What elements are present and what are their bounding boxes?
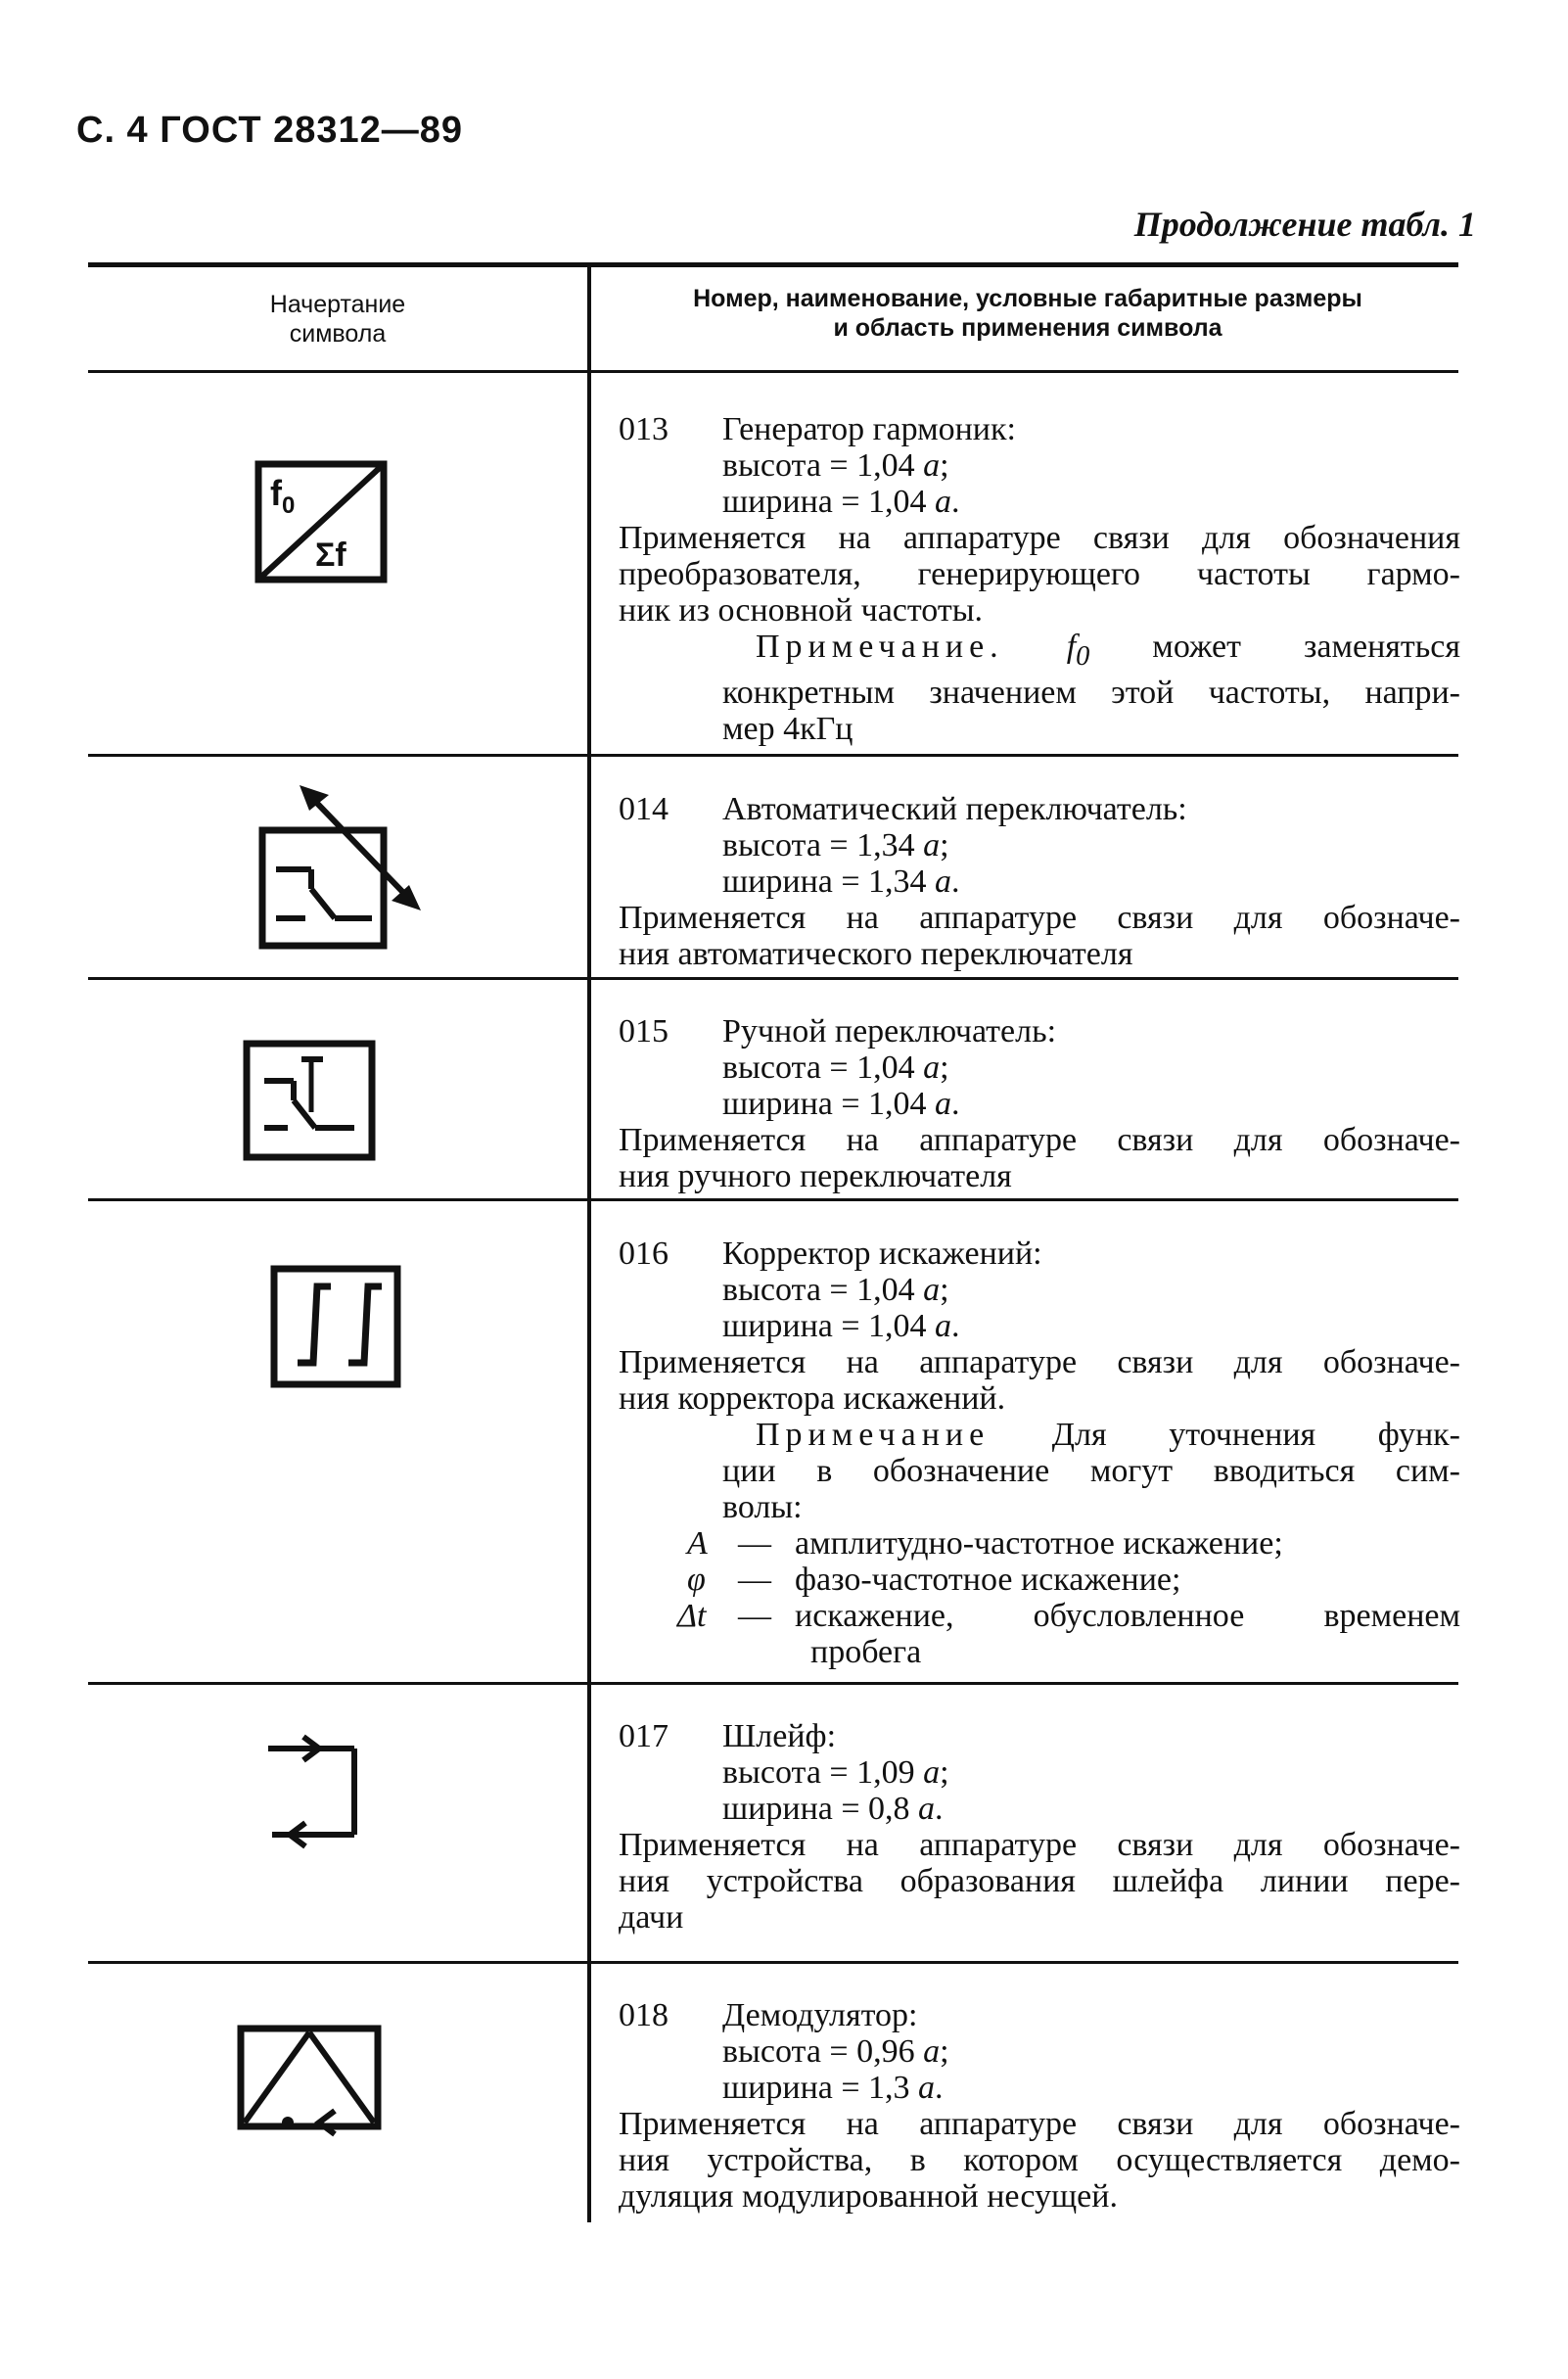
punct: . <box>951 863 960 900</box>
usage-line: Применяется на аппаратуре связи для обозначения <box>619 520 1460 556</box>
usage-line: ния ручного переключателя <box>619 1158 1012 1194</box>
usage-line: преобразователя, генерирующего частоты гармо- <box>619 556 1460 592</box>
row-divider <box>88 754 1458 757</box>
entry-014 <box>619 791 1460 972</box>
loop-symbol <box>264 1735 372 1852</box>
entry-016 <box>619 1236 1460 1670</box>
entry-name: Автоматический переключатель: <box>722 791 1187 827</box>
column-header-description-line2: и область применения символа <box>833 314 1222 342</box>
entry-number: 016 <box>619 1236 669 1272</box>
entry-width: ширина = 1,04 <box>722 1308 936 1344</box>
entry-height: высота = 1,09 <box>722 1754 924 1791</box>
entry-017 <box>619 1718 1460 1936</box>
usage-line: дуляция модулированной несущей. <box>619 2178 1118 2215</box>
note-line: Примечание. $f_0$ может заменяться <box>756 629 1461 672</box>
variant-symbol: Δt <box>677 1598 707 1634</box>
entry-width: ширина = 1,04 <box>722 484 936 520</box>
variant-symbol: A <box>687 1525 708 1562</box>
punct: ; <box>940 827 949 863</box>
unit-a: a <box>935 863 952 900</box>
row-divider <box>88 1682 1458 1685</box>
table-continuation-label: Продолжение табл. 1 <box>1133 205 1476 244</box>
unit-a: a <box>935 1086 952 1122</box>
manual-switch-symbol <box>243 1040 380 1167</box>
column-divider <box>587 264 591 2222</box>
variant-continuation: пробега <box>810 1634 922 1670</box>
unit-a: a <box>935 484 952 520</box>
punct: . <box>951 1086 960 1122</box>
column-header-symbol-line2: символа <box>289 320 387 348</box>
variant-dash: — <box>738 1562 771 1598</box>
column-header-description <box>597 284 1458 343</box>
entry-width: ширина = 1,3 <box>722 2070 919 2106</box>
punct: . <box>951 1308 960 1344</box>
unit-a: a <box>923 1754 941 1791</box>
entry-width: ширина = 1,34 <box>722 863 936 900</box>
automatic-switch-symbol <box>254 783 431 959</box>
punct: . <box>935 1791 944 1827</box>
punct: . <box>951 484 960 520</box>
demodulator-symbol <box>237 2025 384 2132</box>
unit-a: a <box>918 2070 936 2106</box>
note-line: конкретным значением этой частоты, напри- <box>722 674 1460 711</box>
variant-row <box>619 1598 1460 1634</box>
column-header-symbol-line1: Начертание <box>269 291 406 318</box>
entry-number: 013 <box>619 411 669 447</box>
note-line: ции в обозначение могут вводиться сим- <box>722 1453 1460 1489</box>
entry-width: ширина = 0,8 <box>722 1791 919 1827</box>
harmonic-generator-symbol <box>254 460 392 587</box>
note-f0: $f_0$ <box>1066 629 1090 672</box>
unit-a: a <box>923 2033 941 2070</box>
variant-dash: — <box>738 1525 771 1562</box>
usage-line: ния автоматического переключателя <box>619 936 1133 972</box>
entry-height: высота = 1,04 <box>722 1272 924 1308</box>
usage-line: Применяется на аппаратуре связи для обозначе- <box>619 1122 1460 1158</box>
entry-name: Корректор искажений: <box>722 1236 1042 1272</box>
unit-a: a <box>918 1791 936 1827</box>
column-header-description-line1: Номер, наименование, условные габаритные размеры <box>693 285 1362 312</box>
entry-width: ширина = 1,04 <box>722 1086 936 1122</box>
entry-name: Демодулятор: <box>722 1997 918 2033</box>
note-line: мер 4кГц <box>722 710 853 747</box>
usage-line: Применяется на аппаратуре связи для обозначе- <box>619 2106 1460 2142</box>
entry-name: Генератор гармоник: <box>722 411 1016 447</box>
entry-height: высота = 1,34 <box>722 827 924 863</box>
entry-015 <box>619 1013 1460 1194</box>
unit-a: a <box>923 1050 941 1086</box>
unit-a: a <box>923 827 941 863</box>
unit-a: a <box>935 1308 952 1344</box>
entry-013 <box>619 411 1460 747</box>
usage-line: ния устройства образования шлейфа линии пере- <box>619 1863 1460 1899</box>
distortion-corrector-symbol <box>270 1265 407 1392</box>
note-word: Примечание <box>756 1417 991 1453</box>
note-word: Примечание. <box>756 629 1004 665</box>
entry-018 <box>619 1997 1460 2215</box>
variant-text: фазо-частотное искажение; <box>795 1562 1181 1598</box>
usage-line: ния устройства, в котором осуществляется демо- <box>619 2142 1460 2178</box>
punct: . <box>935 2070 944 2106</box>
column-header-symbol <box>90 290 585 349</box>
note-line: волы: <box>722 1489 803 1525</box>
variant-row <box>619 1525 1460 1562</box>
variant-text: амплитудно-частотное искажение; <box>795 1525 1283 1562</box>
entry-height: высота = 1,04 <box>722 447 924 484</box>
usage-line: Применяется на аппаратуре связи для обозначе- <box>619 1344 1460 1380</box>
variant-dash: — <box>738 1598 771 1634</box>
usage-line: ния корректора искажений. <box>619 1380 1006 1417</box>
usage-line: дачи <box>619 1899 684 1936</box>
table-header-rule <box>88 370 1458 373</box>
entry-number: 017 <box>619 1718 669 1754</box>
entry-name: Ручной переключатель: <box>722 1013 1057 1050</box>
row-divider <box>88 1198 1458 1201</box>
punct: ; <box>940 1754 949 1791</box>
entry-height: высота = 1,04 <box>722 1050 924 1086</box>
usage-line: Применяется на аппаратуре связи для обозначе- <box>619 1827 1460 1863</box>
punct: ; <box>940 1272 949 1308</box>
variant-symbol: φ <box>687 1562 706 1598</box>
punct: ; <box>940 2033 949 2070</box>
entry-name: Шлейф: <box>722 1718 837 1754</box>
unit-a: a <box>923 447 941 484</box>
usage-line: Применяется на аппаратуре связи для обозначе- <box>619 900 1460 936</box>
symbol-label-f0: $f_0$ <box>270 473 296 519</box>
entry-number: 014 <box>619 791 669 827</box>
variant-row <box>619 1562 1460 1598</box>
page-header: С. 4 ГОСТ 28312—89 <box>76 110 464 151</box>
variant-text: искажение, обусловленное временем <box>795 1598 1460 1634</box>
row-divider <box>88 977 1458 980</box>
row-divider <box>88 1961 1458 1964</box>
entry-height: высота = 0,96 <box>722 2033 924 2070</box>
note-line: Примечание Для уточнения функ- <box>756 1417 1460 1453</box>
unit-a: a <box>923 1272 941 1308</box>
table-top-rule <box>88 262 1458 267</box>
symbol-label-sum-f: Σf <box>315 536 346 574</box>
punct: ; <box>940 1050 949 1086</box>
entry-number: 015 <box>619 1013 669 1050</box>
entry-number: 018 <box>619 1997 669 2033</box>
usage-line: ник из основной частоты. <box>619 592 984 629</box>
punct: ; <box>940 447 949 484</box>
